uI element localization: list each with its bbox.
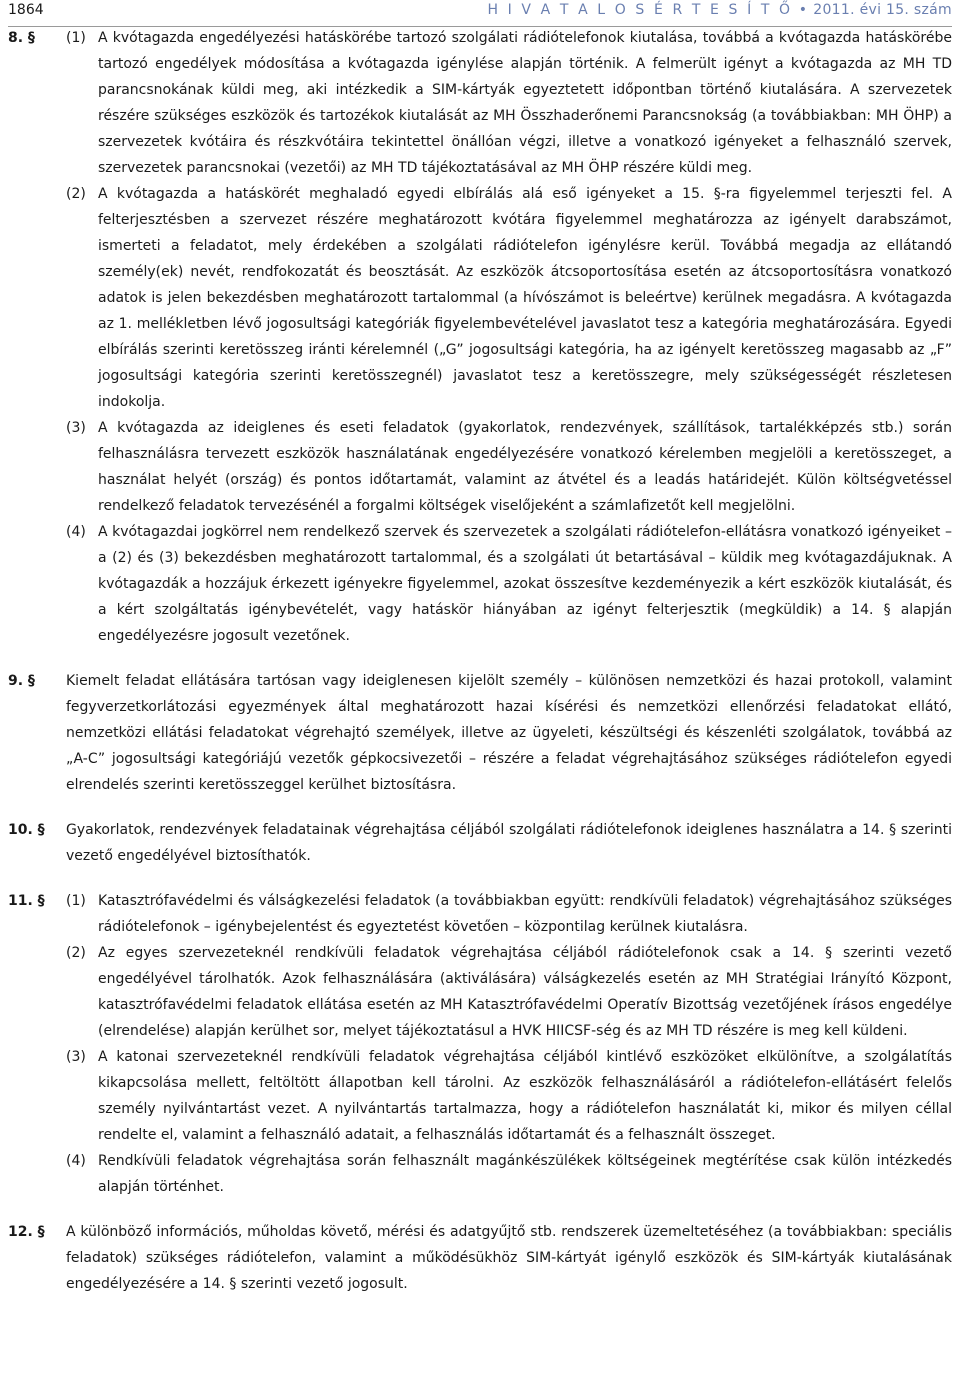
paragraph-text: A katonai szervezeteknél rendkívüli feladatok végrehajtása céljából kintlévő eszközöket elkülönítve, a szolgálatítás kikapcsolása mellett, feltöltött állapotban kell tárolni. Az eszközök felhasználásáról a rádiótelefon-ellátásért felelős személy nyilvántartást vezet. A nyilvántartás tartalmazza, hogy a rádiótelefon használatát ki, mikor és milyen céllal rendelte el, valamint a felhasználó adatait, a felhasználás időtartamát és a felhasznált összeget. bbox=[98, 1049, 952, 1143]
paragraph-number: (2) bbox=[66, 186, 86, 202]
paragraph-text: A kvótagazdai jogkörrel nem rendelkező szervek és szervezetek a szolgálati rádiótelefon-ellátásra vonatkozó igényeiket – a (2) és (3) bekezdésben meghatározott tartalommal, és a szolgálati út betartásával – küldik meg kvótagazdájuknak. A kvótagazdák a hozzájuk érkezett igényekre figyelemmel, azokat összesítve kezdeményezik a kért eszközök kiutalását, és a kért szolgáltatás igénybevételét, vagy hatáskör hiányában az igényt felterjesztik (megküldik) a 14. § alapján engedélyezésre jogosult vezetőnek. bbox=[98, 524, 952, 644]
section-gap bbox=[8, 1200, 952, 1219]
paragraph bbox=[66, 817, 952, 869]
section-gap bbox=[8, 649, 952, 668]
paragraph-number: (1) bbox=[66, 893, 86, 909]
paragraph bbox=[66, 668, 952, 798]
section-body bbox=[66, 888, 952, 1200]
paragraph-number: (3) bbox=[66, 1049, 86, 1065]
section-label: 11. § bbox=[8, 893, 45, 909]
paragraph-number: (3) bbox=[66, 420, 86, 436]
paragraph bbox=[66, 519, 952, 649]
running-header bbox=[8, 0, 952, 27]
section-label: 10. § bbox=[8, 822, 45, 838]
paragraph bbox=[66, 888, 952, 940]
paragraph bbox=[66, 1219, 952, 1297]
paragraph-number: (1) bbox=[66, 30, 86, 46]
paragraph bbox=[66, 1148, 952, 1200]
paragraph-number: (2) bbox=[66, 945, 86, 961]
section-11 bbox=[8, 888, 952, 1200]
paragraph bbox=[66, 25, 952, 181]
section-gap bbox=[8, 869, 952, 888]
paragraph-number: (4) bbox=[66, 1153, 86, 1169]
section-label: 8. § bbox=[8, 30, 35, 46]
section-gap bbox=[8, 798, 952, 817]
publication-title: H I V A T A L O S É R T E S Í T Ő bbox=[487, 2, 793, 18]
paragraph-number: (4) bbox=[66, 524, 86, 540]
paragraph bbox=[66, 1044, 952, 1148]
paragraph-text: A különböző információs, műholdas követő, mérési és adatgyűjtő stb. rendszerek üzemeltetéséhez (a továbbiakban: speciális feladatok) szükséges rádiótelefon, valamint a működésükhöz SIM-kártyát igénylő eszközök és SIM-kártyák kiutalásának engedélyezésére a 14. § szerinti vezető jogosult. bbox=[66, 1224, 952, 1292]
paragraph-text: Katasztrófavédelmi és válságkezelési feladatok (a továbbiakban együtt: rendkívüli feladatok) végrehajtásához szükséges rádiótelefonok – igénybejelentést és egyeztetést követően – központilag kerülnek kiutalásra. bbox=[98, 893, 952, 935]
paragraph-text: Rendkívüli feladatok végrehajtása során felhasznált magánkészülékek költségeinek megtérítése csak külön intézkedés alapján történhet. bbox=[98, 1153, 952, 1195]
issue-label: 2011. évi 15. szám bbox=[813, 2, 952, 18]
section-body bbox=[66, 1219, 952, 1297]
document-body bbox=[8, 25, 952, 1297]
page-number: 1864 bbox=[8, 2, 44, 18]
section-10 bbox=[8, 817, 952, 869]
paragraph bbox=[66, 181, 952, 415]
paragraph bbox=[66, 415, 952, 519]
section-body bbox=[66, 817, 952, 869]
paragraph-text: A kvótagazda a hatáskörét meghaladó egyedi elbírálás alá eső igényeket a 15. §-ra figyelemmel terjeszti fel. A felterjesztésben a szervezet részére meghatározott kvótára figyelemmel meghatározza az igényelt darabszámot, ismerteti a feladatot, mely érdekében a szolgálati rádiótelefon igénylésre kerül. Továbbá megadja az ellátandó személy(ek) nevét, rendfokozatát és beosztását. Az eszközök átcsoportosítása esetén az átcsoportosításra vonatkozó adatok is jelen bekezdésben meghatározott tartalommal (a hívószámot is beleértve) kerülnek megadásra. A kvótagazda az 1. mellékletben lévő jogosultsági kategóriák figyelembevételével javaslatot tesz a kategória meghatározására. Egyedi elbírálás szerinti keretösszeg iránti kérelemnél („G” jogosultsági kategória, ha az igényelt keretösszeg magasabb az „F” jogosultsági kategória szerinti keretösszegnél) javaslatot tesz a keretösszegre, mely szükségességét részletesen indokolja. bbox=[98, 186, 952, 410]
section-9 bbox=[8, 668, 952, 798]
header-separator: • bbox=[798, 2, 808, 18]
section-body bbox=[66, 25, 952, 649]
section-label: 12. § bbox=[8, 1224, 45, 1240]
paragraph-text: A kvótagazda engedélyezési hatáskörébe tartozó szolgálati rádiótelefonok kiutalása, továbbá a kvótagazda hatáskörébe tartozó engedélyek módosítása a kvótagazda igénylése alapján történik. A felmerült igényt a kvótagazda az MH TD parancsnokának küldi meg, aki intézkedik a SIM-kártyák egyeztetett időpontban történő kiutalására. A szervezetek részére szükséges eszközök és tartozékok kiutalását az MH Összhaderőnemi Parancsnokság (a továbbiakban: MH ÖHP) a szervezetek kvótáira és részkvótáira tekintettel önállóan végzi, illetve a vonatkozó igényeket a felhasználó szervek, szervezetek parancsnokai (vezetői) az MH TD tájékoztatásával az MH ÖHP részére küldi meg. bbox=[98, 30, 952, 176]
paragraph-text: Az egyes szervezeteknél rendkívüli feladatok végrehajtása céljából rádiótelefonok csak a 14. § szerinti vezető engedélyével tárolhatók. Azok felhasználására (aktiválására) válságkezelés esetén az MH Stratégiai Irányító Központ, katasztrófavédelmi feladatok ellátása esetén az MH Katasztrófavédelmi Operatív Bizottság vezetőjének írásos engedélye (elrendelése) alapján kerülhet sor, melyet tájékoztatásul a HVK HIICSF-ség és az MH TD részére is meg kell küldeni. bbox=[98, 945, 952, 1039]
paragraph-text: Gyakorlatok, rendezvények feladatainak végrehajtása céljából szolgálati rádiótelefonok ideiglenes használatra a 14. § szerinti vezető engedélyével biztosíthatók. bbox=[66, 822, 952, 864]
section-12 bbox=[8, 1219, 952, 1297]
publication-info bbox=[487, 0, 952, 20]
paragraph-text: A kvótagazda az ideiglenes és eseti feladatok (gyakorlatok, rendezvények, szállítások, tartalékképzés stb.) során felhasználásra tervezett eszközök használatának engedélyezésére vonatkozó kérelemben megjelöli a keretösszeget, a használat helyét (ország) és pontos időtartamát, valamint az átvétel és a leadás határidejét. Külön költségvetéssel rendelkező feladatok tervezésénél a forgalmi költségek viselőjeként a számlafizetőt kell megjelölni. bbox=[98, 420, 952, 514]
section-body bbox=[66, 668, 952, 798]
paragraph bbox=[66, 940, 952, 1044]
section-8 bbox=[8, 25, 952, 649]
paragraph-text: Kiemelt feladat ellátására tartósan vagy ideiglenesen kijelölt személy – különösen nemzetközi és hazai protokoll, valamint fegyverzetkorlátozási egyezmények által meghatározott hazai kísérési és nemzetközi ellenőrzési feladatokat ellátó, nemzetközi ellátási feladatokat végrehajtó személyek, illetve az ügyeleti, készültségi és készenléti szolgálatok, továbbá az „A-C” jogosultsági kategóriájú vezetők gépkocsivezetői – részére a feladat végrehajtásához szükséges rádiótelefon egyedi elrendelés szerinti keretösszeggel kerülhet biztosításra. bbox=[66, 673, 952, 793]
section-label: 9. § bbox=[8, 673, 35, 689]
